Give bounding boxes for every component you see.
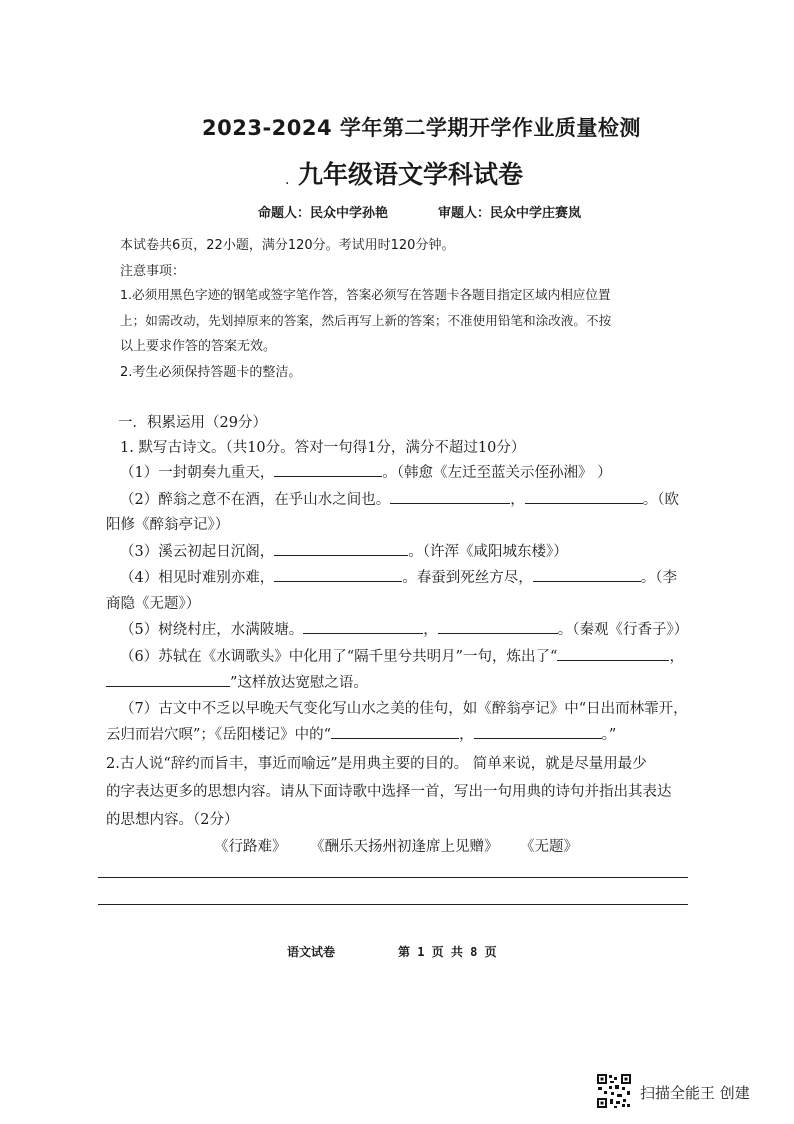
stray-mark: .	[285, 172, 290, 188]
exam-summary: 本试卷共6页，22小题，满分120分。考试用时120分钟。	[120, 238, 455, 253]
q1-item-6: （6）苏轼在《水调歌头》中化用了“隔千里兮共明月”一句，炼出了“ ，	[120, 645, 684, 666]
qr-code-icon	[596, 1073, 632, 1109]
answer-blank[interactable]	[525, 489, 643, 504]
reviewer: 审题人：民众中学庄赛岚	[438, 206, 582, 221]
q2-line-2: 的字表达更多的思想内容。请从下面诗歌中选择一首，写出一句用典的诗句并指出其表达	[106, 784, 672, 800]
exam-subtitle: 九年级语文学科试卷	[298, 160, 524, 189]
footer-page: 第 1 页 共 8 页	[398, 945, 497, 959]
footer-subject: 语文试卷	[287, 945, 336, 959]
poem-option-2: 《酬乐天扬州初逢席上见赠》	[310, 839, 499, 855]
answer-blank[interactable]	[274, 462, 382, 477]
answer-line[interactable]	[98, 877, 688, 878]
note-2: 2.考生必须保持答题卡的整洁。	[120, 365, 302, 380]
q1-item-3: （3）溪云初起日沉阁， 。（许浑《咸阳城东楼》）	[120, 540, 568, 561]
note-1-line-2: 上；如需改动，先划掉原来的答案，然后再写上新的答案；不准使用铅笔和涂改液。不按	[120, 313, 612, 328]
exam-title: 2023-2024 学年第二学期开学作业质量检测	[202, 116, 641, 140]
answer-blank[interactable]	[557, 646, 669, 661]
answer-blank[interactable]	[274, 567, 402, 582]
answer-blank[interactable]	[533, 567, 641, 582]
section-heading: 一．积累运用（29分）	[118, 415, 267, 431]
q1-item-2: （2）醉翁之意不在酒，在乎山水之间也。 ， 。（欧	[120, 488, 679, 509]
answer-blank[interactable]	[390, 489, 510, 504]
q1-item-4: （4）相见时难别亦难， 。春蚕到死丝方尽， 。（李	[120, 566, 677, 587]
note-1-line-3: 以上要求作答的答案无效。	[120, 339, 277, 354]
q1-item-2-source: 阳修《醉翁亭记》）	[106, 517, 230, 533]
q1-item-4-source: 商隐《无题》）	[106, 596, 201, 612]
q1-item-6-cont: ”这样放达宽慰之语。	[106, 671, 368, 692]
note-1-line-1: 1.必须用黑色字迹的钢笔或签字笔作答，答案必须写在答题卡各题目指定区域内相应位置	[120, 287, 611, 302]
q1-item-5: （5）树绕村庄，水满陂塘。 ， 。（秦观《行香子》）	[120, 618, 688, 639]
q1-item-7-cont: 云归而岩穴暝”；《岳阳楼记》中的“ ， 。”	[106, 723, 616, 744]
proposer: 命题人：民众中学孙艳	[258, 206, 389, 221]
answer-blank[interactable]	[474, 724, 602, 739]
notes-heading: 注意事项：	[120, 264, 186, 279]
answer-line[interactable]	[98, 904, 688, 905]
answer-blank[interactable]	[303, 619, 423, 634]
q2-line-3: 的思想内容。（2分）	[106, 812, 239, 828]
q2-line-1: 2.古人说“辞约而旨丰，事近而喻远”是用典主要的目的。 简单来说，就是尽量用最少	[106, 756, 647, 772]
answer-blank[interactable]	[274, 541, 408, 556]
q1-item-7: （7）古文中不乏以早晚天气变化写山水之美的佳句，如《醉翁亭记》中“日出而林霏开，	[120, 701, 688, 717]
q1-intro: 1. 默写古诗文。（共10分。答对一句得1分，满分不超过10分）	[120, 440, 526, 456]
watermark-text: 扫描全能王 创建	[640, 1084, 750, 1102]
answer-blank[interactable]	[106, 672, 230, 687]
answer-blank[interactable]	[331, 724, 459, 739]
poem-option-3: 《无题》	[520, 839, 578, 855]
answer-blank[interactable]	[438, 619, 558, 634]
q1-item-1: （1）一封朝奏九重天， 。（韩愈《左迁至蓝关示侄孙湘》 ）	[120, 461, 612, 482]
poem-option-1: 《行路难》	[214, 839, 287, 855]
